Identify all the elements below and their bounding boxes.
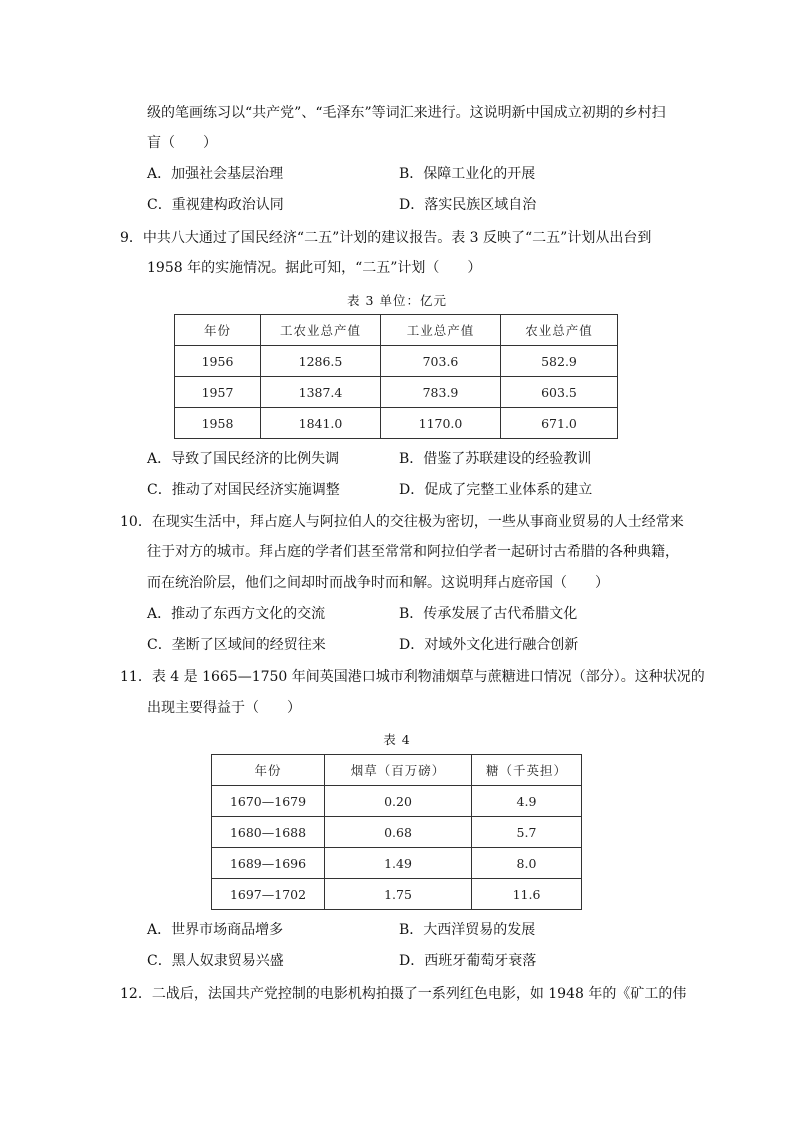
table-cell: 671.0 bbox=[501, 408, 618, 439]
table-row bbox=[175, 408, 618, 439]
q9-option-d[interactable]: D．促成了完整工业体系的建立 bbox=[399, 482, 593, 498]
q9-stem-line1: 9．中共八大通过了国民经济“二五”计划的建议报告。表 3 反映了“二五”计划从出台到 bbox=[120, 230, 652, 246]
table3 bbox=[174, 314, 618, 439]
table-cell: 1680—1688 bbox=[212, 817, 325, 848]
table-cell: 1689—1696 bbox=[212, 848, 325, 879]
table3-header-row bbox=[175, 315, 618, 346]
table-cell: 603.5 bbox=[501, 377, 618, 408]
table-cell: 0.20 bbox=[325, 786, 472, 817]
q9-option-a[interactable]: A．导致了国民经济的比例失调 bbox=[147, 451, 340, 467]
table3-header: 农业总产值 bbox=[501, 315, 618, 346]
table-cell: 1.49 bbox=[325, 848, 472, 879]
table-cell: 11.6 bbox=[472, 879, 582, 910]
table-cell: 1670—1679 bbox=[212, 786, 325, 817]
table4-header: 糖（千英担） bbox=[472, 755, 582, 786]
table-cell: 0.68 bbox=[325, 817, 472, 848]
table-cell: 1.75 bbox=[325, 879, 472, 910]
q11-option-d[interactable]: D．西班牙葡萄牙衰落 bbox=[399, 953, 537, 969]
table-cell: 1841.0 bbox=[261, 408, 381, 439]
table4-header-row bbox=[212, 755, 582, 786]
q10-stem-line3: 而在统治阶层，他们之间却时而战争时而和解。这说明拜占庭帝国（ ） bbox=[147, 575, 609, 591]
table-row bbox=[212, 786, 582, 817]
q10-option-a[interactable]: A．推动了东西方文化的交流 bbox=[147, 606, 326, 622]
table-cell: 1957 bbox=[175, 377, 261, 408]
q8-stem-line2: 盲（ ） bbox=[147, 135, 217, 151]
q10-option-d[interactable]: D．对域外文化进行融合创新 bbox=[399, 637, 579, 653]
table-cell: 1697—1702 bbox=[212, 879, 325, 910]
table4-header: 年份 bbox=[212, 755, 325, 786]
q11-stem-line2: 出现主要得益于（ ） bbox=[147, 700, 301, 716]
q8-option-a[interactable]: A．加强社会基层治理 bbox=[147, 166, 284, 182]
q9-option-b[interactable]: B．借鉴了苏联建设的经验教训 bbox=[399, 451, 592, 467]
q11-stem-line1: 11．表 4 是 1665—1750 年间英国港口城市利物浦烟草与蔗糖进口情况（部分）。这种状况的 bbox=[120, 669, 705, 685]
table-row bbox=[175, 377, 618, 408]
table-cell: 1956 bbox=[175, 346, 261, 377]
q10-option-b[interactable]: B．传承发展了古代希腊文化 bbox=[399, 606, 578, 622]
q11-option-c[interactable]: C．黑人奴隶贸易兴盛 bbox=[147, 953, 284, 969]
q10-stem-line1: 10．在现实生活中，拜占庭人与阿拉伯人的交往极为密切，一些从事商业贸易的人士经常来 bbox=[120, 514, 684, 530]
table-cell: 8.0 bbox=[472, 848, 582, 879]
table-cell: 1387.4 bbox=[261, 377, 381, 408]
q11-option-b[interactable]: B．大西洋贸易的发展 bbox=[399, 922, 536, 938]
table4-header: 烟草（百万磅） bbox=[325, 755, 472, 786]
table-cell: 4.9 bbox=[472, 786, 582, 817]
table-cell: 1958 bbox=[175, 408, 261, 439]
table3-caption: 表 3 单位：亿元 bbox=[347, 293, 447, 308]
q9-option-c[interactable]: C．推动了对国民经济实施调整 bbox=[147, 482, 340, 498]
q10-stem-line2: 往于对方的城市。拜占庭的学者们甚至常常和阿拉伯学者一起研讨古希腊的各种典籍， bbox=[147, 544, 679, 560]
q8-stem-line1: 级的笔画练习以“共产党”、“毛泽东”等词汇来进行。这说明新中国成立初期的乡村扫 bbox=[147, 105, 666, 121]
q11-option-a[interactable]: A．世界市场商品增多 bbox=[147, 922, 284, 938]
table-row bbox=[175, 346, 618, 377]
table-row bbox=[212, 848, 582, 879]
q8-option-c[interactable]: C．重视建构政治认同 bbox=[147, 197, 284, 213]
table3-header: 工农业总产值 bbox=[261, 315, 381, 346]
q10-option-c[interactable]: C．垄断了区域间的经贸往来 bbox=[147, 637, 326, 653]
table3-header: 年份 bbox=[175, 315, 261, 346]
table-cell: 1286.5 bbox=[261, 346, 381, 377]
table4-caption: 表 4 bbox=[383, 732, 411, 747]
table-cell: 582.9 bbox=[501, 346, 618, 377]
table-cell: 5.7 bbox=[472, 817, 582, 848]
table-row bbox=[212, 817, 582, 848]
table-row bbox=[212, 879, 582, 910]
table-cell: 783.9 bbox=[381, 377, 501, 408]
table3-header: 工业总产值 bbox=[381, 315, 501, 346]
table-cell: 703.6 bbox=[381, 346, 501, 377]
q8-option-d[interactable]: D．落实民族区域自治 bbox=[399, 197, 537, 213]
q8-option-b[interactable]: B．保障工业化的开展 bbox=[399, 166, 536, 182]
q9-stem-line2: 1958 年的实施情况。据此可知，“二五”计划（ ） bbox=[147, 260, 482, 276]
q12-stem-line1: 12．二战后，法国共产党控制的电影机构拍摄了一系列红色电影，如 1948 年的《矿工的伟 bbox=[120, 986, 687, 1002]
table4 bbox=[211, 754, 582, 910]
table-cell: 1170.0 bbox=[381, 408, 501, 439]
